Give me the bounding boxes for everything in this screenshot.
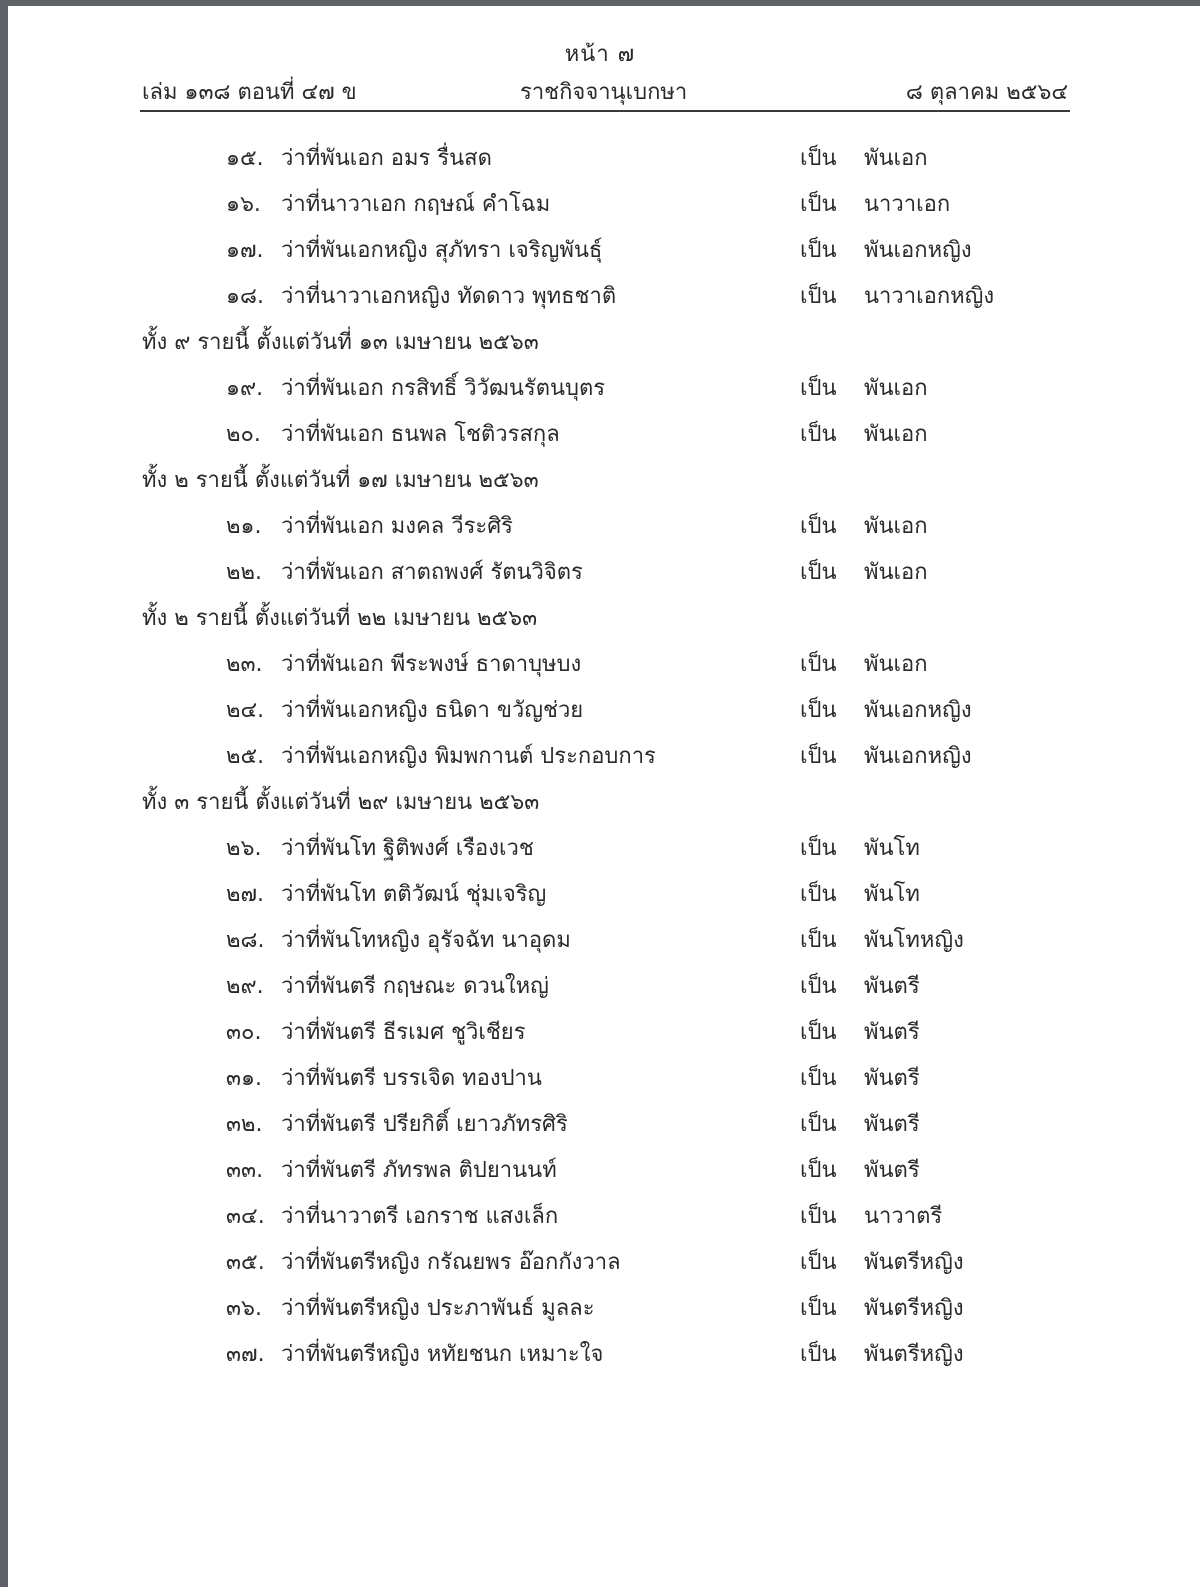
appointment-row xyxy=(0,140,1200,186)
appointment-row xyxy=(0,830,1200,876)
entry-rank: พันตรี xyxy=(864,1158,920,1183)
entry-name: ว่าที่พันตรี ธีรเมศ ชูวิเชียร xyxy=(281,1020,526,1045)
entry-connector: เป็น xyxy=(800,1296,837,1321)
entry-number: ๒๔. xyxy=(226,698,265,723)
entry-connector: เป็น xyxy=(800,1112,837,1137)
entry-connector: เป็น xyxy=(800,1158,837,1183)
entry-number: ๒๒. xyxy=(226,560,262,585)
entry-number: ๓๔. xyxy=(226,1204,265,1229)
entry-name: ว่าที่พันเอกหญิง ธนิดา ขวัญช่วย xyxy=(281,698,584,723)
group-summary-row xyxy=(0,784,1200,830)
entry-connector: เป็น xyxy=(800,882,837,907)
entry-number: ๒๘. xyxy=(226,928,265,953)
entry-connector: เป็น xyxy=(800,1250,837,1275)
entry-rank: พันตรีหญิง xyxy=(864,1342,964,1367)
publication-date: ๘ ตุลาคม ๒๕๖๔ xyxy=(905,80,1068,105)
entry-rank: พันตรี xyxy=(864,974,920,999)
entry-rank: พันเอก xyxy=(864,376,928,401)
entry-rank: พันเอก xyxy=(864,514,928,539)
entry-name: ว่าที่พันเอก มงคล วีระศิริ xyxy=(281,514,513,539)
appointment-row xyxy=(0,416,1200,462)
entry-name: ว่าที่พันตรี ภัทรพล ติปยานนท์ xyxy=(281,1158,557,1183)
entry-rank: พันเอก xyxy=(864,652,928,677)
entry-name: ว่าที่พันตรีหญิง กรัณยพร อ๊อกกังวาล xyxy=(281,1250,621,1275)
entry-connector: เป็น xyxy=(800,1020,837,1045)
entry-connector: เป็น xyxy=(800,974,837,999)
entry-rank: พันโทหญิง xyxy=(864,928,964,953)
entry-rank: พันเอกหญิง xyxy=(864,238,972,263)
entry-number: ๑๕. xyxy=(226,146,264,171)
entry-name: ว่าที่พันเอก อมร รื่นสด xyxy=(281,146,492,171)
entry-number: ๓๓. xyxy=(226,1158,264,1183)
entry-rank: พันตรี xyxy=(864,1066,920,1091)
entry-number: ๒๑. xyxy=(226,514,262,539)
entry-name: ว่าที่นาวาตรี เอกราช แสงเล็ก xyxy=(281,1204,559,1229)
entry-name: ว่าที่พันเอก สาตถพงศ์ รัตนวิจิตร xyxy=(281,560,583,585)
entry-rank: พันตรีหญิง xyxy=(864,1250,964,1275)
appointment-row xyxy=(0,922,1200,968)
entry-name: ว่าที่พันเอกหญิง พิมพกานต์ ประกอบการ xyxy=(281,744,656,769)
entry-rank: พันเอกหญิง xyxy=(864,698,972,723)
entry-name: ว่าที่พันโท ตติวัฒน์ ชุ่มเจริญ xyxy=(281,882,547,907)
gazette-header xyxy=(142,74,1068,106)
entry-number: ๒๕. xyxy=(226,744,265,769)
group-summary-row xyxy=(0,324,1200,370)
entry-connector: เป็น xyxy=(800,928,837,953)
entry-name: ว่าที่พันเอกหญิง สุภัทรา เจริญพันธุ์ xyxy=(281,238,603,263)
entry-name: ว่าที่นาวาเอก กฤษณ์ คำโฉม xyxy=(281,192,551,217)
appointment-row xyxy=(0,968,1200,1014)
appointment-row xyxy=(0,1106,1200,1152)
appointment-row xyxy=(0,554,1200,600)
entry-name: ว่าที่พันเอก กรสิทธิ์ วิวัฒนรัตนบุตร xyxy=(281,376,606,401)
entry-rank: พันเอกหญิง xyxy=(864,744,972,769)
entry-connector: เป็น xyxy=(800,1066,837,1091)
entry-connector: เป็น xyxy=(800,698,837,723)
entry-name: ว่าที่พันโทหญิง อุรัจฉัท นาอุดม xyxy=(281,928,571,953)
entry-rank: พันตรีหญิง xyxy=(864,1296,964,1321)
entry-number: ๑๙. xyxy=(226,376,264,401)
entry-name: ว่าที่นาวาเอกหญิง ทัดดาว พุทธชาติ xyxy=(281,284,617,309)
entry-number: ๓๖. xyxy=(226,1296,262,1321)
entry-rank: พันเอก xyxy=(864,560,928,585)
entry-number: ๑๘. xyxy=(226,284,264,309)
appointment-row xyxy=(0,738,1200,784)
entry-number: ๓๒. xyxy=(226,1112,263,1137)
entry-rank: พันเอก xyxy=(864,422,928,447)
entry-rank: พันตรี xyxy=(864,1112,920,1137)
entry-rank: นาวาเอก xyxy=(864,192,951,217)
appointment-row xyxy=(0,232,1200,278)
appointment-row xyxy=(0,1290,1200,1336)
entry-number: ๒๖. xyxy=(226,836,262,861)
appointment-row xyxy=(0,1198,1200,1244)
appointment-row xyxy=(0,278,1200,324)
header-divider xyxy=(140,110,1070,112)
appointment-row xyxy=(0,1244,1200,1290)
page-number: หน้า ๗ xyxy=(564,42,636,67)
entry-connector: เป็น xyxy=(800,560,837,585)
appointment-row xyxy=(0,508,1200,554)
entry-connector: เป็น xyxy=(800,422,837,447)
group-summary-text: ทั้ง ๙ รายนี้ ตั้งแต่วันที่ ๑๓ เมษายน ๒๕๖๓ xyxy=(142,330,539,355)
entry-number: ๓๕. xyxy=(226,1250,265,1275)
appointment-row xyxy=(0,1014,1200,1060)
entry-name: ว่าที่พันเอก ธนพล โชติวรสกุล xyxy=(281,422,560,447)
entry-rank: พันตรี xyxy=(864,1020,920,1045)
gazette-title: ราชกิจจานุเบกษา xyxy=(520,80,688,105)
appointment-row xyxy=(0,646,1200,692)
entry-name: ว่าที่พันตรีหญิง ประภาพันธ์ มูลละ xyxy=(281,1296,595,1321)
appointment-row xyxy=(0,186,1200,232)
entry-name: ว่าที่พันตรีหญิง หทัยชนก เหมาะใจ xyxy=(281,1342,604,1367)
group-summary-text: ทั้ง ๒ รายนี้ ตั้งแต่วันที่ ๑๗ เมษายน ๒๕๖๓ xyxy=(142,468,539,493)
entry-connector: เป็น xyxy=(800,514,837,539)
entry-connector: เป็น xyxy=(800,652,837,677)
entry-number: ๓๐. xyxy=(226,1020,262,1045)
entry-connector: เป็น xyxy=(800,836,837,861)
entry-connector: เป็น xyxy=(800,192,837,217)
entry-rank: พันเอก xyxy=(864,146,928,171)
entry-rank: พันโท xyxy=(864,882,920,907)
entry-number: ๒๓. xyxy=(226,652,263,677)
entry-number: ๒๐. xyxy=(226,422,261,447)
appointment-row xyxy=(0,1152,1200,1198)
appointment-row xyxy=(0,692,1200,738)
appointment-row xyxy=(0,1336,1200,1382)
appointment-list xyxy=(0,140,1200,1382)
entry-connector: เป็น xyxy=(800,284,837,309)
entry-number: ๒๗. xyxy=(226,882,265,907)
group-summary-text: ทั้ง ๒ รายนี้ ตั้งแต่วันที่ ๒๒ เมษายน ๒๕๖๓ xyxy=(142,606,538,631)
entry-name: ว่าที่พันตรี บรรเจิด ทองปาน xyxy=(281,1066,542,1091)
entry-number: ๒๙. xyxy=(226,974,264,999)
volume-issue: เล่ม ๑๓๘ ตอนที่ ๔๗ ข xyxy=(142,80,357,105)
group-summary-text: ทั้ง ๓ รายนี้ ตั้งแต่วันที่ ๒๙ เมษายน ๒๕๖๓ xyxy=(142,790,540,815)
entry-name: ว่าที่พันตรี กฤษณะ ดวนใหญ่ xyxy=(281,974,549,999)
entry-connector: เป็น xyxy=(800,146,837,171)
appointment-row xyxy=(0,876,1200,922)
entry-number: ๑๗. xyxy=(226,238,264,263)
entry-name: ว่าที่พันโท ฐิติพงศ์ เรืองเวช xyxy=(281,836,534,861)
entry-name: ว่าที่พันเอก พีระพงษ์ ธาดาบุษบง xyxy=(281,652,582,677)
entry-connector: เป็น xyxy=(800,1204,837,1229)
entry-number: ๑๖. xyxy=(226,192,261,217)
entry-connector: เป็น xyxy=(800,1342,837,1367)
entry-rank: นาวาเอกหญิง xyxy=(864,284,995,309)
group-summary-row xyxy=(0,462,1200,508)
appointment-row xyxy=(0,370,1200,416)
entry-connector: เป็น xyxy=(800,744,837,769)
entry-rank: พันโท xyxy=(864,836,920,861)
entry-connector: เป็น xyxy=(800,238,837,263)
group-summary-row xyxy=(0,600,1200,646)
entry-connector: เป็น xyxy=(800,376,837,401)
appointment-row xyxy=(0,1060,1200,1106)
entry-rank: นาวาตรี xyxy=(864,1204,943,1229)
entry-number: ๓๗. xyxy=(226,1342,265,1367)
entry-number: ๓๑. xyxy=(226,1066,262,1091)
entry-name: ว่าที่พันตรี ปรียกิติ์ เยาวภัทรศิริ xyxy=(281,1112,568,1137)
